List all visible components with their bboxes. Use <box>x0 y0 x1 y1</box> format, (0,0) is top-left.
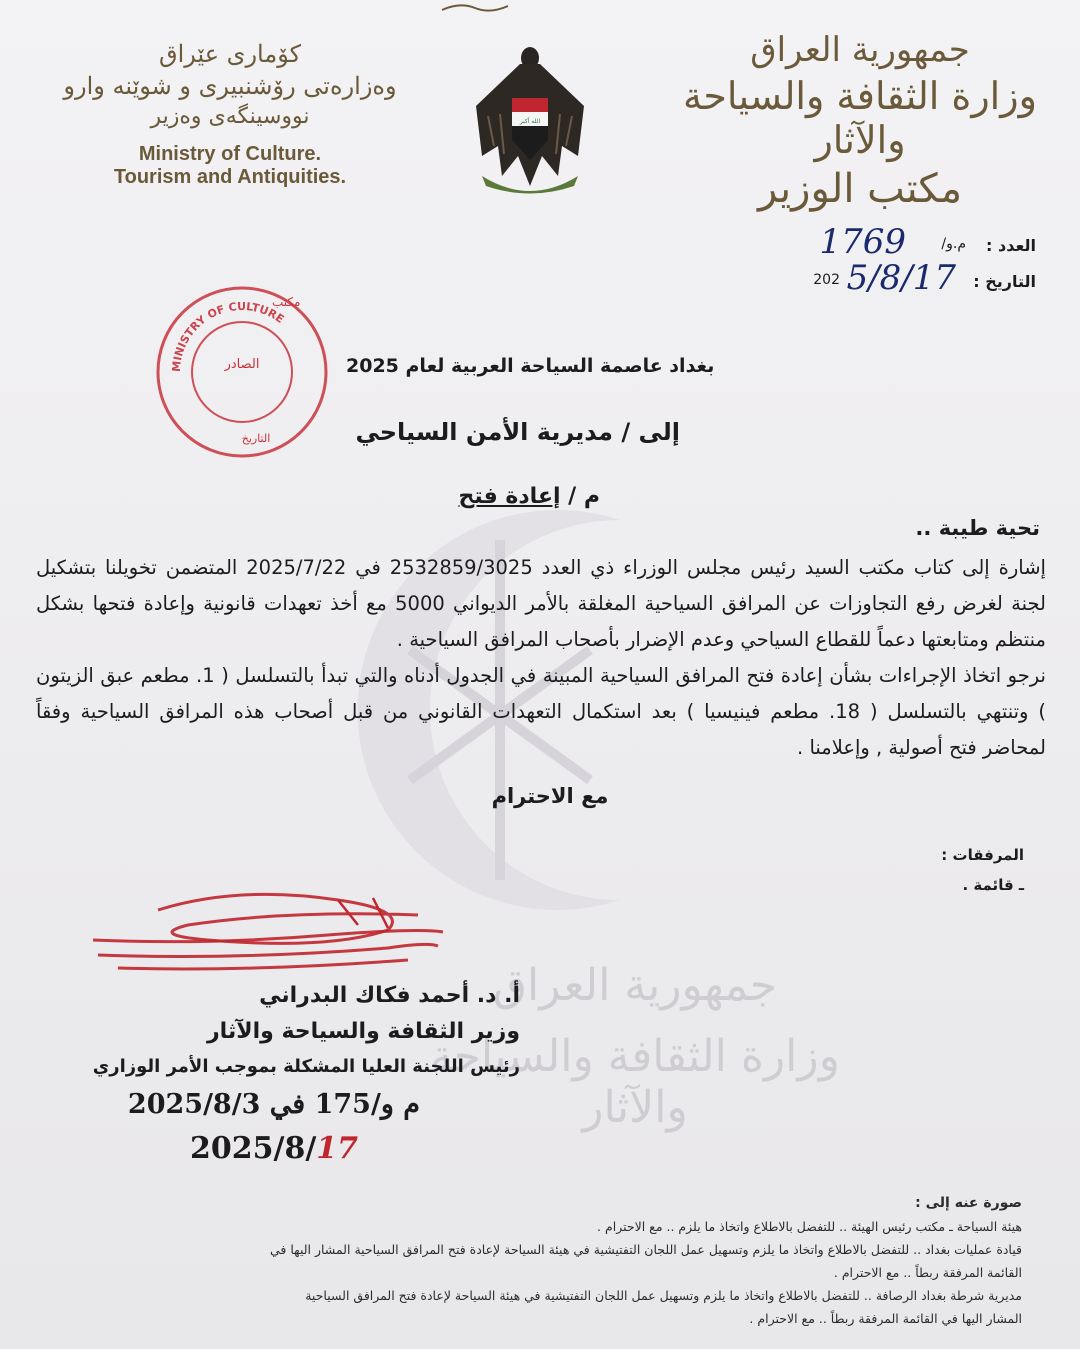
letter-paragraph-2: نرجو اتخاذ الإجراءات بشأن إعادة فتح المرافق السياحية المبينة في الجدول أدناه والتي تبدأ بالتسلسل ( 1. مطعم عبق الزيتون ) وتنتهي بالتسلسل ( 18. مطعم فينيسيا ) بعد استكمال التعهدات القانوني من قبل أصحاب هذه المرافق السياحية وفقاً لمحاضر فتح أصولية , وإعلامنا . <box>36 664 1046 759</box>
reference-date-prefix: 202 <box>813 272 840 288</box>
attachments-item: ـ قائمة . <box>962 876 1024 894</box>
reference-number-prefix: م.و/ <box>941 236 966 252</box>
signature-block <box>10 978 520 1172</box>
stamp-ring-text: MINISTRY OF CULTURE <box>169 299 287 373</box>
header-kurdish-ministry: وەزارەتی رۆشنبیری و شوێنە وارو <box>63 72 397 100</box>
reference-date-label: التاريخ : <box>973 272 1036 291</box>
order-reference: م و/175 في 2025/8/3 <box>127 1089 420 1120</box>
top-calligraphy-icon <box>440 0 510 14</box>
reference-number-label: العدد : <box>986 236 1036 255</box>
signature-scribble-icon <box>88 880 448 990</box>
header-republic: جمهورية العراق <box>750 30 970 70</box>
header-office: مكتب الوزير <box>757 166 963 212</box>
copies-heading: صورة عنه إلى : <box>915 1195 1022 1211</box>
reference-number-row <box>736 222 1036 262</box>
letter-body <box>36 550 1046 766</box>
copies-line-5: المشار اليها في القائمة المرفقة ربطاً .. مع الاحترام . <box>749 1311 1022 1326</box>
header-ministry: وزارة الثقافة والسياحة والآثار <box>683 74 1037 162</box>
header-english-line1: Ministry of Culture. <box>138 143 322 165</box>
letter-subject <box>430 484 600 509</box>
letter-subject-text: إعادة فتح <box>458 484 561 509</box>
letter-motto: بغداد عاصمة السياحة العربية لعام 2025 <box>346 355 715 377</box>
signature-date-printed: 2025/8/ <box>190 1131 317 1166</box>
copies-line-1: هيئة السياحة ـ مكتب رئيس الهيئة .. للتفضل بالاطلاع واتخاذ ما يلزم .. مع الاحترام . <box>597 1219 1022 1234</box>
watermark-line1: جمهورية العراق <box>492 960 778 1011</box>
copies-block <box>0 1192 1050 1330</box>
header-kurdish-republic: کۆماری عێراق <box>158 40 302 68</box>
signature-date <box>10 1126 360 1172</box>
stamp-ring-arabic: مكتب <box>272 295 301 309</box>
copies-line-3: القائمة المرفقة ربطاً .. مع الاحترام . <box>833 1265 1022 1280</box>
header-arabic <box>680 30 1040 212</box>
attachments-label: المرفقات : <box>941 846 1024 864</box>
watermark-line2: وزارة الثقافة والسياحة والآثار <box>430 1031 840 1133</box>
letter-closing: مع الاحترام <box>491 784 609 808</box>
reference-number-value: 1769 <box>819 222 906 262</box>
svg-text:الله أكبر: الله أكبر <box>519 118 541 125</box>
reference-block <box>736 222 1036 298</box>
signer-name: أ. د. أحمد فكاك البدراني <box>259 983 520 1008</box>
letter-recipient: إلى / مديرية الأمن السياحي <box>355 418 680 446</box>
header-kurdish-office: نووسینگەی وەزیر <box>150 104 310 129</box>
letter-greeting: تحية طيبة .. <box>915 516 1040 540</box>
copies-line-2: قيادة عمليات بغداد .. للتفضل بالاطلاع واتخاذ ما يلزم وتسهيل عمل اللجان التفتيشية في هيئة السياحة لإعادة فتح المرافق السياحية المشار اليها في <box>270 1242 1022 1257</box>
signature-date-handwritten: 17 <box>316 1131 359 1166</box>
reference-date-value: 5/8/17 <box>846 258 956 298</box>
iraq-eagle-emblem-icon <box>468 36 592 196</box>
header-english-line2: Tourism and Antiquities. <box>113 166 347 188</box>
reference-date-row <box>736 258 1036 298</box>
signer-title: وزير الثقافة والسياحة والآثار <box>207 1019 520 1044</box>
copies-line-4: مديرية شرطة بغداد الرصافة .. للتفضل بالاطلاع واتخاذ ما يلزم وتسهيل عمل اللجان التفتيشية في هيئة السياحة لإعادة فتح المرافق السياحية <box>305 1288 1022 1303</box>
attachments-block <box>941 840 1024 900</box>
stamp-center-text: الصادر <box>224 357 260 372</box>
letter-paragraph-1: إشارة إلى كتاب مكتب السيد رئيس مجلس الوزراء ذي العدد 2532859/3025 في 2025/7/22 المتضمن تخويلنا بتشكيل لجنة لغرض رفع التجاوزات عن المرافق السياحية المغلقة بالأمر الديواني 5000 مع أخذ تعهدات قانونية وإعادة فتحها بشكل منتظم ومتابعتها دعماً للقطاع السياحي وعدم الإضرار بأصحاب المرافق السياحية . <box>36 556 1046 651</box>
letter-subject-prefix: م / <box>560 484 600 509</box>
stamp-bottom-text: التاريخ <box>241 432 271 445</box>
header-kurdish <box>60 40 400 189</box>
signer-committee: رئيس اللجنة العليا المشكلة بموجب الأمر الوزاري <box>92 1056 520 1077</box>
